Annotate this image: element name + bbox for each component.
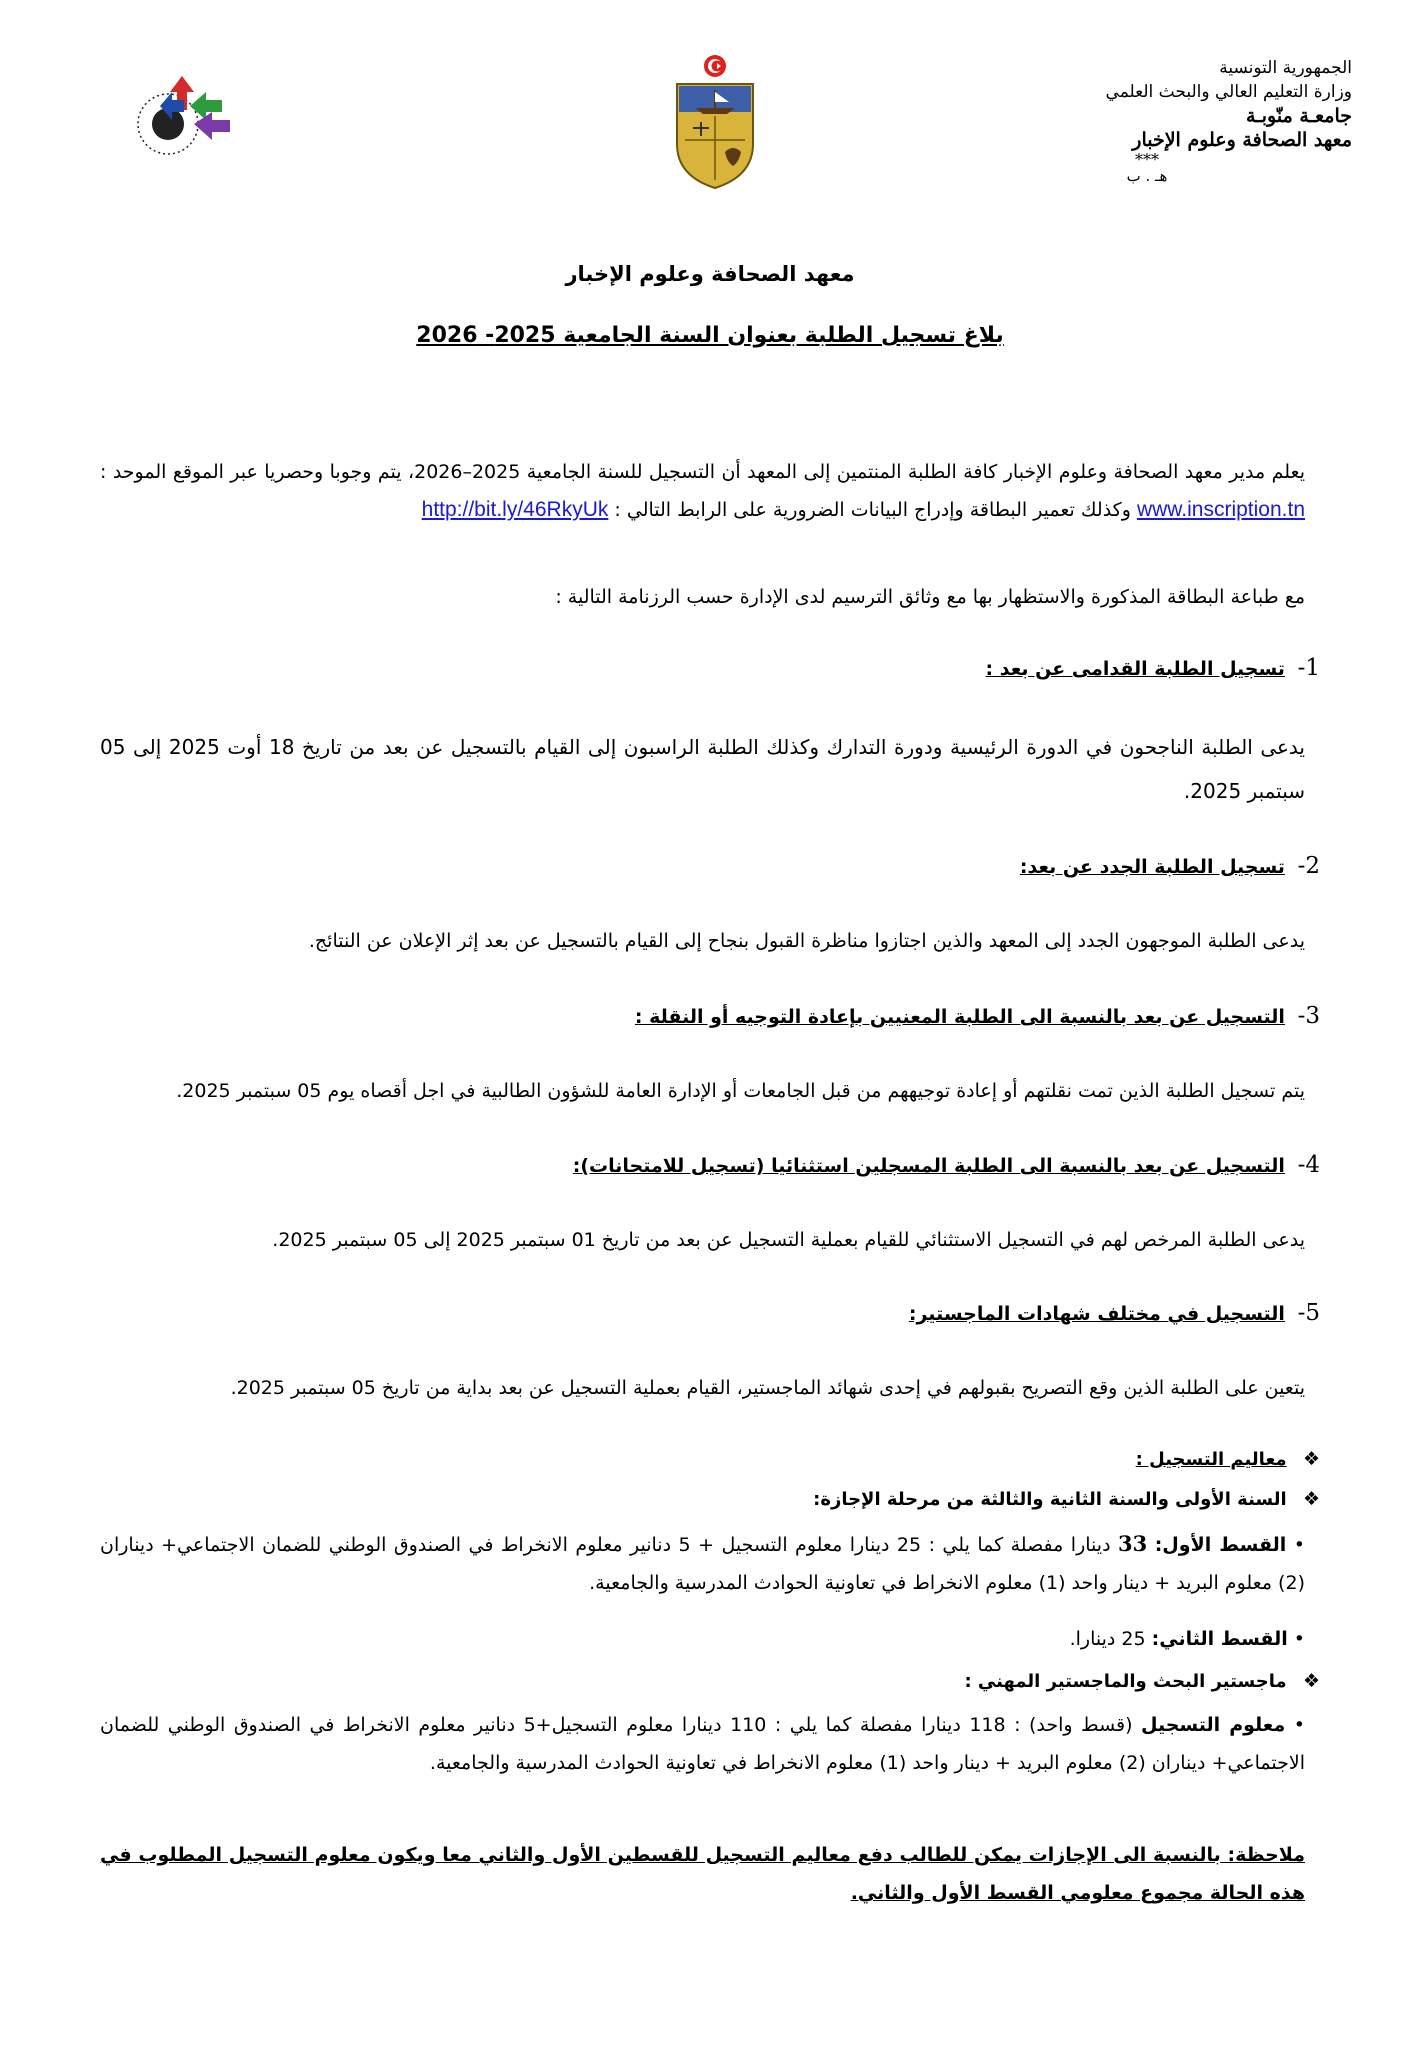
section-5-heading bbox=[909, 1300, 1320, 1326]
section-2-heading bbox=[1020, 853, 1320, 879]
section-1-title: تسجيل الطلبة القدامى عن بعد : bbox=[985, 658, 1285, 680]
institute-title: معهد الصحافة وعلوم الإخبار bbox=[565, 262, 855, 286]
section-4-title: التسجيل عن بعد بالنسبة الى الطلبة المسجلين استثنائيا (تسجيل للامتحانات): bbox=[572, 1155, 1285, 1177]
fees-heading bbox=[1136, 1448, 1320, 1470]
section-3-number: 3- bbox=[1297, 1003, 1320, 1029]
installment-1 bbox=[100, 1525, 1305, 1602]
section-2-number: 2- bbox=[1297, 853, 1320, 879]
section-5-title: التسجيل في مختلف شهادات الماجستير: bbox=[908, 1303, 1285, 1325]
diamond-dots-icon: ❖ bbox=[1302, 1670, 1320, 1692]
diamond-dots-icon: ❖ bbox=[1302, 1488, 1320, 1510]
intro-paragraph-2: مع طباعة البطاقة المذكورة والاستظهار بها مع وثائق الترسيم لدى الإدارة حسب الرزنامة التالية : bbox=[555, 586, 1305, 608]
section-4-body: يدعى الطلبة المرخص لهم في التسجيل الاستثنائي للقيام بعملية التسجيل عن بعد من تاريخ 01 سبتمبر 2025 إلى 05 سبتمبر 2025. bbox=[272, 1229, 1305, 1251]
header-ministry: وزارة التعليم العالي والبحث العلمي bbox=[1105, 82, 1352, 102]
bullet-dot-icon: • bbox=[1293, 1714, 1305, 1736]
section-4-number: 4- bbox=[1297, 1152, 1320, 1178]
installment-1-text: دينارا مفصلة كما يلي : 25 دينارا معلوم التسجيل + 5 دنانير معلوم الانخراط في الصندوق الوطني للضمان الاجتماعي+ ديناران (2) معلوم البريد + دينار واحد (1) معلوم الانخراط في تعاونية الحوادث المدرسية والجامعية. bbox=[100, 1534, 1305, 1594]
header-university: جامعـة منّوبـة bbox=[1245, 105, 1352, 127]
section-2-body: يدعى الطلبة الموجهون الجدد إلى المعهد والذين اجتازوا مناظرة القبول بنجاح إلى القيام بالتسجيل عن بعد إثر الإعلان عن النتائج. bbox=[308, 930, 1305, 952]
bullet-dot-icon: • bbox=[1293, 1628, 1305, 1650]
section-3-title: التسجيل عن بعد بالنسبة الى الطلبة المعنيين بإعادة التوجيه أو النقلة : bbox=[634, 1006, 1285, 1028]
header-abbr: هـ . ب bbox=[1126, 167, 1168, 185]
section-2-title: تسجيل الطلبة الجدد عن بعد: bbox=[1019, 856, 1285, 878]
note-label: ملاحظة: bbox=[1227, 1844, 1305, 1866]
bullet-dot-icon: • bbox=[1293, 1534, 1305, 1556]
section-1-body: يدعى الطلبة الناجحون في الدورة الرئيسية ودورة التدارك وكذلك الطلبة الراسبون إلى القيام بالتسجيل عن بعد من تاريخ 18 أوت 2025 إلى 05 سبتمبر 2025. bbox=[100, 735, 1305, 803]
fees-heading-text: معاليم التسجيل : bbox=[1135, 1449, 1287, 1470]
diamond-dots-icon: ❖ bbox=[1302, 1448, 1320, 1470]
licence-heading bbox=[813, 1488, 1320, 1510]
section-4-heading bbox=[573, 1152, 1320, 1178]
institute-logo-icon bbox=[130, 62, 250, 182]
master-fee-text: (قسط واحد) : 118 دينارا مفصلة كما يلي : 110 دينارا معلوم التسجيل+5 دنانير معلوم الانخراط في الصندوق الوطني للضمان الاجتماعي+ ديناران (2) معلوم البريد + دينار واحد (1) معلوم الانخراط في تعاونية الحوادث المدرسية والجامعية. bbox=[100, 1714, 1305, 1774]
inscription-site-link[interactable]: www.inscription.tn bbox=[1136, 498, 1305, 521]
note-text: بالنسبة الى الإجازات يمكن للطالب دفع معاليم التسجيل للقسطين الأول والثاني معا ويكون معلوم التسجيل المطلوب في هذه الحالة مجموع معلومي القسط الأول والثاني. bbox=[100, 1844, 1305, 1904]
section-5-body: يتعين على الطلبة الذين وقع التصريح بقبولهم في إحدى شهائد الماجستير، القيام بعملية التسجيل عن بعد بداية من تاريخ 05 سبتمبر 2025. bbox=[230, 1377, 1305, 1399]
installment-2-text: 25 دينارا. bbox=[1069, 1628, 1146, 1650]
letterhead bbox=[1032, 56, 1352, 184]
section-3-body: يتم تسجيل الطلبة الذين تمت نقلتهم أو إعادة توجيههم من قبل الجامعات أو الإدارة العامة للشؤون الطالبية في اجل أقصاه يوم 05 سبتمبر 2025. bbox=[176, 1080, 1305, 1102]
tunisia-emblem-icon bbox=[665, 52, 765, 192]
header-republic: الجمهورية التونسية bbox=[1219, 58, 1352, 78]
master-heading-text: ماجستير البحث والماجستير المهني : bbox=[964, 1671, 1287, 1692]
licence-heading-text: السنة الأولى والسنة الثانية والثالثة من مرحلة الإجازة: bbox=[813, 1489, 1287, 1510]
installment-2-label: القسط الثاني: bbox=[1151, 1628, 1288, 1650]
master-heading bbox=[964, 1670, 1320, 1692]
header-institute: معهد الصحافة وعلوم الإخبار bbox=[1132, 129, 1352, 151]
master-fee-label: معلوم التسجيل bbox=[1141, 1714, 1286, 1736]
intro-paragraph bbox=[100, 453, 1305, 529]
note bbox=[100, 1836, 1305, 1912]
master-fee bbox=[100, 1706, 1305, 1782]
section-1-number: 1- bbox=[1297, 655, 1320, 681]
section-5-number: 5- bbox=[1297, 1300, 1320, 1326]
section-3-heading bbox=[635, 1003, 1320, 1029]
registration-form-link[interactable]: http://bit.ly/46RkyUk bbox=[421, 498, 609, 521]
installment-1-label: القسط الأول: bbox=[1154, 1534, 1287, 1556]
installment-1-amount: 33 bbox=[1118, 1531, 1148, 1556]
installment-2 bbox=[100, 1620, 1305, 1658]
intro-text-1: يعلم مدير معهد الصحافة وعلوم الإخبار كافة الطلبة المنتمين إلى المعهد أن التسجيل للسنة الجامعية 2025–2026، يتم وجوبا وحصريا عبر الموقع الموحد : bbox=[100, 461, 1306, 483]
intro-text-2: وكذلك تعمير البطاقة وإدراج البيانات الضرورية على الرابط التالي : bbox=[614, 499, 1131, 521]
announcement-title: بلاغ تسجيل الطلبة بعنوان السنة الجامعية 2025- 2026 bbox=[416, 323, 1004, 348]
header-stars: *** bbox=[1135, 150, 1159, 169]
section-1-heading bbox=[986, 655, 1321, 681]
